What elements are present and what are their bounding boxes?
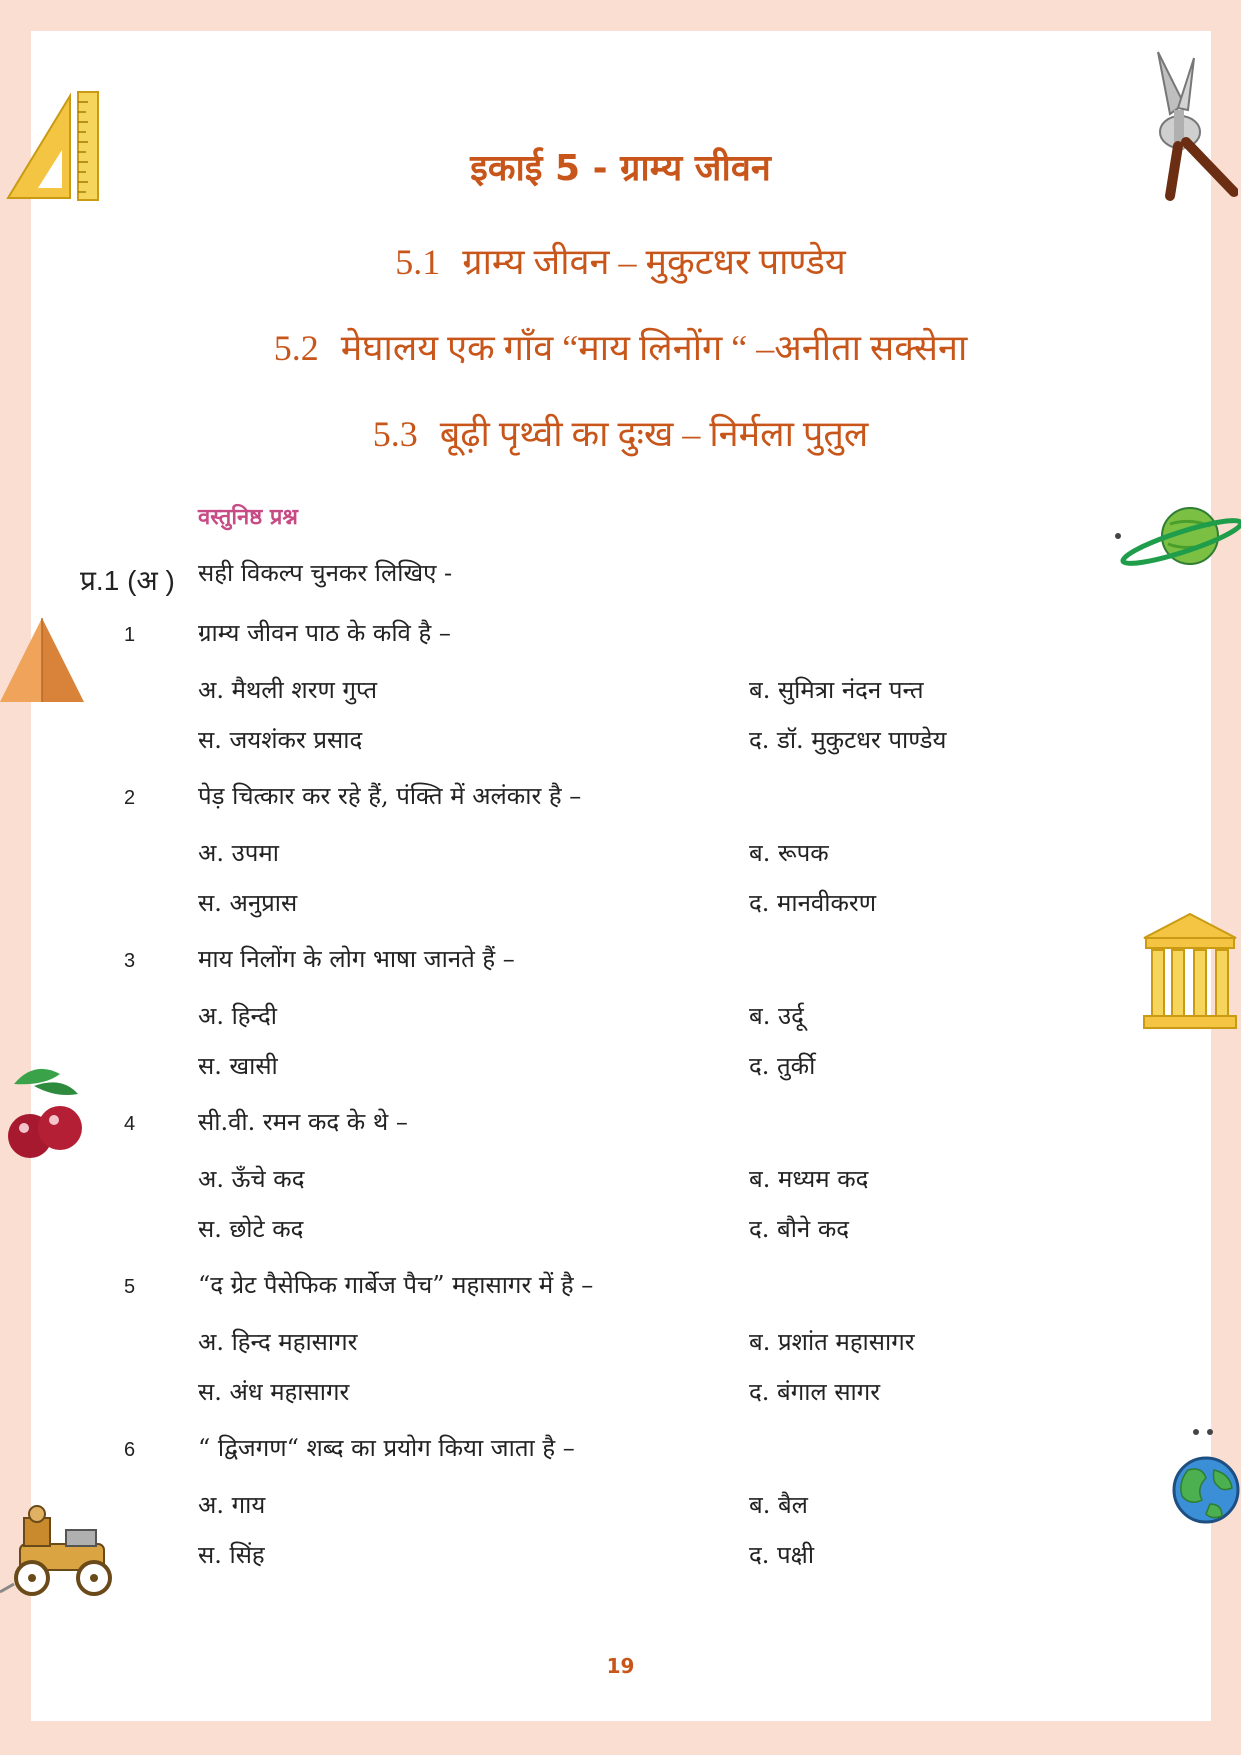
option-d: द. तुर्की [749, 1052, 816, 1080]
title-block [0, 140, 1241, 456]
question-number: 5 [124, 1276, 136, 1298]
option-b: ब. उर्दू [749, 1002, 804, 1030]
instruction-text: सही विकल्प चुनकर लिखिए - [198, 559, 453, 587]
question-number: 1 [124, 624, 136, 646]
question-text: “द ग्रेट पैसेफिक गार्बेज पैच” महासागर में है – [198, 1271, 594, 1299]
question-item [0, 942, 1241, 1105]
option-d: द. पक्षी [749, 1541, 815, 1569]
option-b: ब. प्रशांत महासागर [749, 1328, 915, 1356]
question-number: 3 [124, 950, 136, 972]
unit-title: इकाई 5 - ग्राम्य जीवन [470, 148, 771, 189]
question-text: पेड़ चित्कार कर रहे हैं, पंक्ति में अलंकार है – [198, 782, 582, 810]
option-c: स. छोटे कद [198, 1215, 304, 1243]
lesson-number: 5.2 [273, 328, 319, 368]
question-item [0, 1431, 1241, 1594]
option-c: स. सिंह [198, 1541, 265, 1569]
option-d: द. डॉ. मुकुटधर पाण्डेय [749, 726, 947, 754]
page-number: 19 [606, 1654, 635, 1678]
lesson-name: बूढ़ी पृथ्वी का दुःख – निर्मला पुतुल [439, 414, 869, 454]
question-text: सी.वी. रमन कद के थे – [198, 1108, 408, 1136]
option-b: ब. मध्यम कद [749, 1165, 869, 1193]
lesson-name: मेघालय एक गाँव “माय लिनोंग “ –अनीता सक्सेना [340, 328, 968, 368]
option-a: अ. गाय [198, 1491, 266, 1519]
question-text: माय निलोंग के लोग भाषा जानते हैं – [198, 945, 515, 973]
option-c: स. खासी [198, 1052, 278, 1080]
option-a: अ. उपमा [198, 839, 279, 867]
option-a: अ. मैथली शरण गुप्त [198, 676, 378, 704]
question-item [0, 779, 1241, 942]
question-item [0, 1268, 1241, 1431]
option-b: ब. बैल [749, 1491, 808, 1519]
lesson-title-5-3 [0, 412, 1241, 456]
option-a: अ. ऊँचे कद [198, 1165, 305, 1193]
option-d: द. बंगाल सागर [749, 1378, 881, 1406]
question-prefix: प्र.1 (अ ) [80, 565, 175, 596]
option-b: ब. सुमित्रा नंदन पन्त [749, 676, 924, 704]
question-item [0, 616, 1241, 779]
planet-icon [1110, 500, 1241, 570]
option-c: स. अंध महासागर [198, 1378, 350, 1406]
question-number: 2 [124, 787, 136, 809]
question-number: 6 [124, 1439, 136, 1461]
question-text: ग्राम्य जीवन पाठ के कवि है – [198, 619, 451, 647]
option-c: स. अनुप्रास [198, 889, 298, 917]
question-list [0, 616, 1241, 1594]
option-a: अ. हिन्दी [198, 1002, 277, 1030]
option-d: द. मानवीकरण [749, 889, 877, 917]
lesson-number: 5.1 [395, 242, 441, 282]
option-a: अ. हिन्द महासागर [198, 1328, 358, 1356]
option-d: द. बौने कद [749, 1215, 850, 1243]
lesson-name: ग्राम्य जीवन – मुकुटधर पाण्डेय [462, 242, 846, 282]
option-b: ब. रूपक [749, 839, 829, 867]
question-number: 4 [124, 1113, 136, 1135]
option-c: स. जयशंकर प्रसाद [198, 726, 363, 754]
lesson-title-5-1 [0, 240, 1241, 284]
lesson-number: 5.3 [372, 414, 418, 454]
question-text: “ द्विजगण“ शब्द का प्रयोग किया जाता है – [198, 1434, 575, 1462]
lesson-title-5-2 [0, 326, 1241, 370]
question-item [0, 1105, 1241, 1268]
section-label: वस्तुनिष्ठ प्रश्न [198, 505, 298, 530]
